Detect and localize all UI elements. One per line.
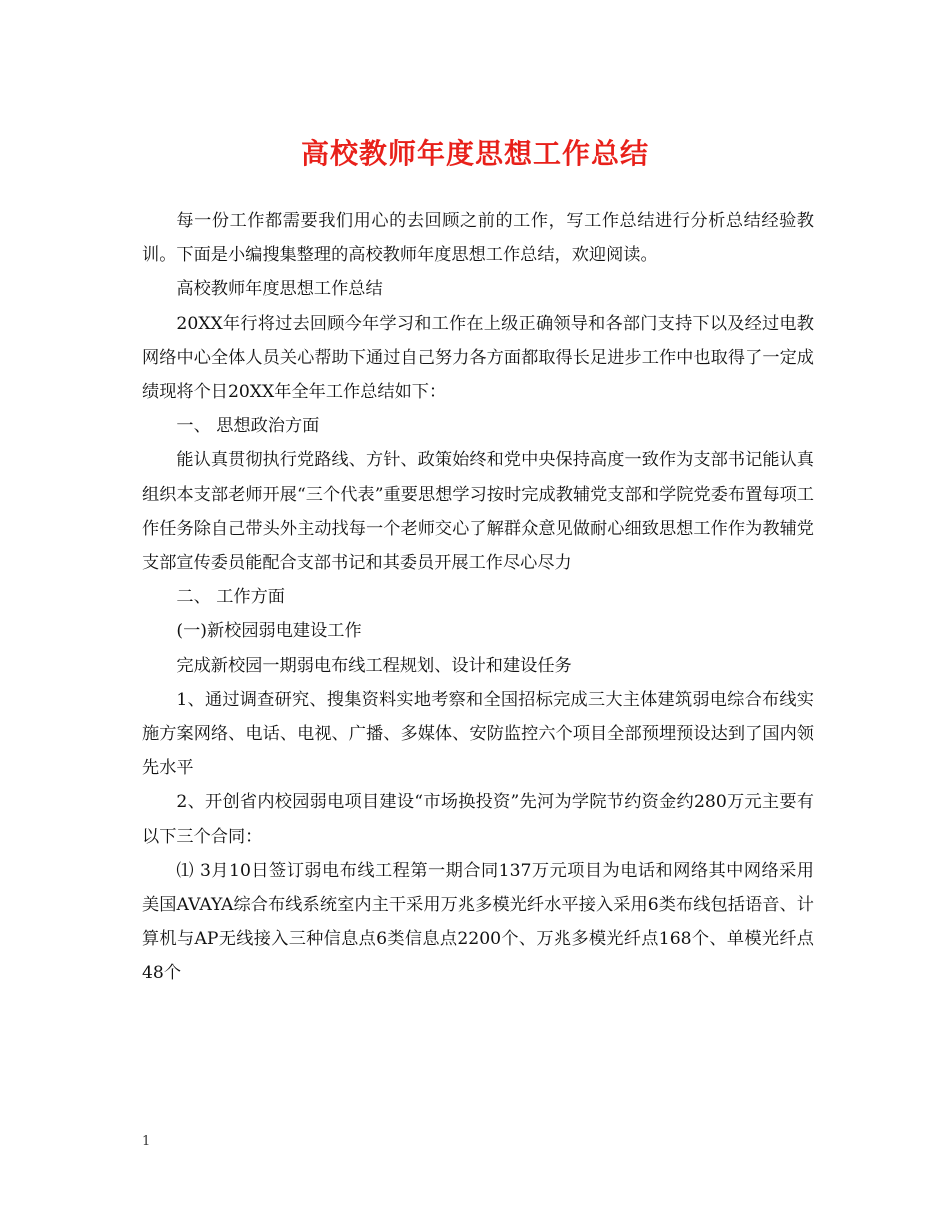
- campus-paragraph: 完成新校园一期弱电布线工程规划、设计和建设任务: [176, 655, 572, 676]
- item-paragraph-2: 2、开创省内校园弱电项目建设“市场换投资”先河为学院节约资金约280万元主要有以下三个合同：: [142, 792, 814, 847]
- section-heading-work: 二、 工作方面: [176, 587, 285, 608]
- subtitle-paragraph: 高校教师年度思想工作总结: [176, 279, 383, 300]
- document-body: [142, 204, 814, 991]
- subsection-heading-campus: (一)新校园弱电建设工作: [176, 621, 362, 642]
- intro-paragraph: 每一份工作都需要我们用心的去回顾之前的工作，写工作总结进行分析总结经验教训。下面是小编搜集整理的高校教师年度思想工作总结，欢迎阅读。: [142, 211, 814, 266]
- page-number: 1: [142, 1134, 151, 1149]
- contract-paragraph-1: ⑴ 3月10日签订弱电布线工程第一期合同137万元项目为电话和网络其中网络采用美国AVAYA综合布线系统室内主干采用万兆多模光纤水平接入采用6类布线包括语音、计算机与AP无线接入三种信息点6类信息点2200个、万兆多模光纤点168个、单模光纤点48个: [142, 860, 814, 984]
- item-paragraph-1: 1、通过调查研究、搜集资料实地考察和全国招标完成三大主体建筑弱电综合布线实施方案网络、电话、电视、广播、多媒体、安防监控六个项目全部预埋预设达到了国内领先水平: [142, 689, 814, 779]
- document-title: 高校教师年度思想工作总结: [300, 137, 649, 170]
- political-paragraph: 能认真贯彻执行党路线、方针、政策始终和党中央保持高度一致作为支部书记能认真组织本支部老师开展“三个代表”重要思想学习按时完成教辅党支部和学院党委布置每项工作任务除自己带头外主动找每一个老师交心了解群众意见做耐心细致思想工作作为教辅党支部宣传委员能配合支部书记和其委员开展工作尽心尽力: [142, 450, 814, 574]
- section-heading-political: 一、 思想政治方面: [176, 416, 320, 437]
- summary-paragraph: 20XX年行将过去回顾今年学习和工作在上级正确领导和各部门支持下以及经过电教网络中心全体人员关心帮助下通过自己努力各方面都取得长足进步工作中也取得了一定成绩现将个日20XX年全年工作总结如下：: [142, 313, 814, 403]
